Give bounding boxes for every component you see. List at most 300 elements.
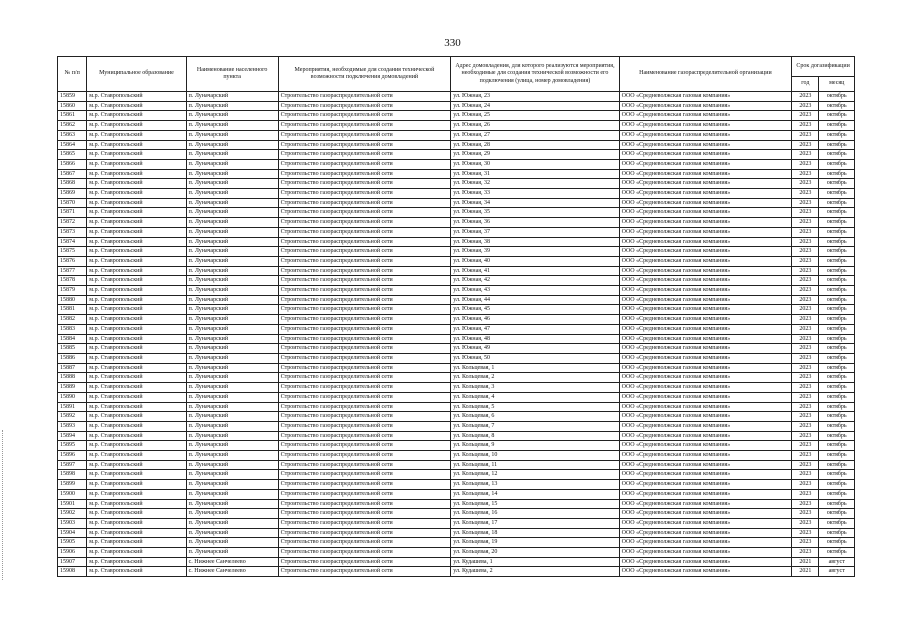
row-number: 15879 <box>58 286 87 296</box>
settlement-cell: п. Луначарский <box>186 256 278 266</box>
company-cell: ООО «Средневолжская газовая компания» <box>619 373 792 383</box>
month-cell: октябрь <box>819 121 855 131</box>
measures-cell: Строительство газораспределительной сети <box>278 247 451 257</box>
settlement-cell: п. Луначарский <box>186 218 278 228</box>
month-cell: август <box>819 567 855 577</box>
month-cell: октябрь <box>819 92 855 102</box>
row-number: 15885 <box>58 344 87 354</box>
table-row <box>58 295 855 305</box>
measures-cell: Строительство газораспределительной сети <box>278 489 451 499</box>
row-number: 15888 <box>58 373 87 383</box>
year-cell: 2023 <box>792 218 819 228</box>
row-number: 15874 <box>58 237 87 247</box>
year-cell: 2023 <box>792 121 819 131</box>
row-number: 15895 <box>58 441 87 451</box>
month-cell: октябрь <box>819 198 855 208</box>
table-row <box>58 247 855 257</box>
table-row <box>58 169 855 179</box>
company-cell: ООО «Средневолжская газовая компания» <box>619 431 792 441</box>
address-cell: ул. Южная, 29 <box>451 150 619 160</box>
measures-cell: Строительство газораспределительной сети <box>278 499 451 509</box>
month-cell: октябрь <box>819 373 855 383</box>
month-cell: август <box>819 557 855 567</box>
year-cell: 2023 <box>792 227 819 237</box>
year-cell: 2023 <box>792 431 819 441</box>
company-cell: ООО «Средневолжская газовая компания» <box>619 256 792 266</box>
table-row <box>58 218 855 228</box>
settlement-cell: п. Луначарский <box>186 150 278 160</box>
row-number: 15869 <box>58 189 87 199</box>
company-cell: ООО «Средневолжская газовая компания» <box>619 412 792 422</box>
measures-cell: Строительство газораспределительной сети <box>278 402 451 412</box>
address-cell: ул. Южная, 39 <box>451 247 619 257</box>
company-cell: ООО «Средневолжская газовая компания» <box>619 402 792 412</box>
address-cell: ул. Южная, 42 <box>451 276 619 286</box>
measures-cell: Строительство газораспределительной сети <box>278 121 451 131</box>
settlement-cell: п. Луначарский <box>186 295 278 305</box>
table-row <box>58 567 855 577</box>
company-cell: ООО «Средневолжская газовая компания» <box>619 198 792 208</box>
measures-cell: Строительство газораспределительной сети <box>278 383 451 393</box>
table-row <box>58 344 855 354</box>
col-header-deadline: Срок догазификации <box>792 57 855 77</box>
col-header-address: Адрес домовладения, для которого реализуются мероприятия, необходимые для создания технической возможности его подключения (улица, номер домовладения) <box>451 57 619 92</box>
settlement-cell: п. Луначарский <box>186 518 278 528</box>
municipality-cell: м.р. Ставропольский <box>87 557 186 567</box>
year-cell: 2023 <box>792 111 819 121</box>
table-row <box>58 460 855 470</box>
settlement-cell: п. Луначарский <box>186 363 278 373</box>
month-cell: октябрь <box>819 480 855 490</box>
settlement-cell: п. Луначарский <box>186 315 278 325</box>
address-cell: ул. Южная, 28 <box>451 140 619 150</box>
address-cell: ул. Южная, 47 <box>451 324 619 334</box>
municipality-cell: м.р. Ставропольский <box>87 518 186 528</box>
address-cell: ул. Кольцевая, 16 <box>451 509 619 519</box>
year-cell: 2023 <box>792 460 819 470</box>
company-cell: ООО «Средневолжская газовая компания» <box>619 305 792 315</box>
year-cell: 2023 <box>792 286 819 296</box>
municipality-cell: м.р. Ставропольский <box>87 208 186 218</box>
company-cell: ООО «Средневолжская газовая компания» <box>619 150 792 160</box>
settlement-cell: п. Луначарский <box>186 121 278 131</box>
month-cell: октябрь <box>819 383 855 393</box>
month-cell: октябрь <box>819 518 855 528</box>
measures-cell: Строительство газораспределительной сети <box>278 480 451 490</box>
address-cell: ул. Кольцевая, 9 <box>451 441 619 451</box>
address-cell: ул. Кольцевая, 17 <box>451 518 619 528</box>
month-cell: октябрь <box>819 538 855 548</box>
address-cell: ул. Кольцевая, 13 <box>451 480 619 490</box>
year-cell: 2023 <box>792 315 819 325</box>
settlement-cell: п. Луначарский <box>186 198 278 208</box>
measures-cell: Строительство газораспределительной сети <box>278 344 451 354</box>
municipality-cell: м.р. Ставропольский <box>87 266 186 276</box>
month-cell: октябрь <box>819 179 855 189</box>
table-row <box>58 286 855 296</box>
col-header-municipality: Муниципальное образование <box>87 57 186 92</box>
company-cell: ООО «Средневолжская газовая компания» <box>619 489 792 499</box>
year-cell: 2023 <box>792 256 819 266</box>
table-row <box>58 150 855 160</box>
company-cell: ООО «Средневолжская газовая компания» <box>619 169 792 179</box>
row-number: 15884 <box>58 334 87 344</box>
table-row <box>58 470 855 480</box>
municipality-cell: м.р. Ставропольский <box>87 363 186 373</box>
row-number: 15865 <box>58 150 87 160</box>
row-number: 15906 <box>58 548 87 558</box>
table-row <box>58 101 855 111</box>
municipality-cell: м.р. Ставропольский <box>87 121 186 131</box>
address-cell: ул. Кольцевая, 7 <box>451 421 619 431</box>
municipality-cell: м.р. Ставропольский <box>87 237 186 247</box>
settlement-cell: п. Луначарский <box>186 402 278 412</box>
year-cell: 2023 <box>792 392 819 402</box>
settlement-cell: п. Луначарский <box>186 101 278 111</box>
municipality-cell: м.р. Ставропольский <box>87 421 186 431</box>
settlement-cell: п. Луначарский <box>186 451 278 461</box>
measures-cell: Строительство газораспределительной сети <box>278 363 451 373</box>
measures-cell: Строительство газораспределительной сети <box>278 470 451 480</box>
year-cell: 2023 <box>792 373 819 383</box>
address-cell: ул. Южная, 45 <box>451 305 619 315</box>
company-cell: ООО «Средневолжская газовая компания» <box>619 421 792 431</box>
month-cell: октябрь <box>819 421 855 431</box>
row-number: 15908 <box>58 567 87 577</box>
municipality-cell: м.р. Ставропольский <box>87 353 186 363</box>
settlement-cell: п. Луначарский <box>186 159 278 169</box>
settlement-cell: п. Луначарский <box>186 509 278 519</box>
year-cell: 2023 <box>792 189 819 199</box>
year-cell: 2023 <box>792 441 819 451</box>
company-cell: ООО «Средневолжская газовая компания» <box>619 140 792 150</box>
year-cell: 2023 <box>792 334 819 344</box>
address-cell: ул. Южная, 30 <box>451 159 619 169</box>
row-number: 15887 <box>58 363 87 373</box>
month-cell: октябрь <box>819 451 855 461</box>
company-cell: ООО «Средневолжская газовая компания» <box>619 227 792 237</box>
measures-cell: Строительство газораспределительной сети <box>278 460 451 470</box>
company-cell: ООО «Средневолжская газовая компания» <box>619 334 792 344</box>
table-row <box>58 421 855 431</box>
address-cell: ул. Южная, 24 <box>451 101 619 111</box>
year-cell: 2023 <box>792 363 819 373</box>
company-cell: ООО «Средневолжская газовая компания» <box>619 266 792 276</box>
row-number: 15891 <box>58 402 87 412</box>
row-number: 15899 <box>58 480 87 490</box>
municipality-cell: м.р. Ставропольский <box>87 111 186 121</box>
measures-cell: Строительство газораспределительной сети <box>278 140 451 150</box>
municipality-cell: м.р. Ставропольский <box>87 383 186 393</box>
municipality-cell: м.р. Ставропольский <box>87 276 186 286</box>
table-row <box>58 431 855 441</box>
table-row <box>58 489 855 499</box>
municipality-cell: м.р. Ставропольский <box>87 480 186 490</box>
measures-cell: Строительство газораспределительной сети <box>278 451 451 461</box>
table-row <box>58 198 855 208</box>
address-cell: ул. Кольцевая, 19 <box>451 538 619 548</box>
settlement-cell: п. Луначарский <box>186 179 278 189</box>
row-number: 15882 <box>58 315 87 325</box>
measures-cell: Строительство газораспределительной сети <box>278 179 451 189</box>
address-cell: ул. Кольцевая, 14 <box>451 489 619 499</box>
settlement-cell: п. Луначарский <box>186 373 278 383</box>
settlement-cell: п. Луначарский <box>186 392 278 402</box>
address-cell: ул. Кольцевая, 10 <box>451 451 619 461</box>
year-cell: 2023 <box>792 295 819 305</box>
address-cell: ул. Кольцевая, 15 <box>451 499 619 509</box>
month-cell: октябрь <box>819 130 855 140</box>
year-cell: 2023 <box>792 489 819 499</box>
month-cell: октябрь <box>819 324 855 334</box>
settlement-cell: п. Луначарский <box>186 431 278 441</box>
year-cell: 2023 <box>792 528 819 538</box>
municipality-cell: м.р. Ставропольский <box>87 460 186 470</box>
company-cell: ООО «Средневолжская газовая компания» <box>619 189 792 199</box>
month-cell: октябрь <box>819 111 855 121</box>
address-cell: ул. Южная, 33 <box>451 189 619 199</box>
year-cell: 2023 <box>792 353 819 363</box>
settlement-cell: с. Нижнее Санчелеево <box>186 567 278 577</box>
municipality-cell: м.р. Ставропольский <box>87 441 186 451</box>
table-row <box>58 305 855 315</box>
table-row <box>58 315 855 325</box>
address-cell: ул. Южная, 38 <box>451 237 619 247</box>
company-cell: ООО «Средневолжская газовая компания» <box>619 528 792 538</box>
company-cell: ООО «Средневолжская газовая компания» <box>619 324 792 334</box>
address-cell: ул. Южная, 49 <box>451 344 619 354</box>
row-number: 15864 <box>58 140 87 150</box>
month-cell: октябрь <box>819 208 855 218</box>
settlement-cell: п. Луначарский <box>186 421 278 431</box>
month-cell: октябрь <box>819 431 855 441</box>
row-number: 15898 <box>58 470 87 480</box>
settlement-cell: п. Луначарский <box>186 480 278 490</box>
month-cell: октябрь <box>819 159 855 169</box>
municipality-cell: м.р. Ставропольский <box>87 189 186 199</box>
company-cell: ООО «Средневолжская газовая компания» <box>619 92 792 102</box>
row-number: 15873 <box>58 227 87 237</box>
col-header-num: № п/п <box>58 57 87 92</box>
measures-cell: Строительство газораспределительной сети <box>278 286 451 296</box>
row-number: 15889 <box>58 383 87 393</box>
row-number: 15880 <box>58 295 87 305</box>
measures-cell: Строительство газораспределительной сети <box>278 431 451 441</box>
row-number: 15902 <box>58 509 87 519</box>
year-cell: 2023 <box>792 305 819 315</box>
company-cell: ООО «Средневолжская газовая компания» <box>619 557 792 567</box>
month-cell: октябрь <box>819 528 855 538</box>
col-header-company: Наименование газораспределительной организации <box>619 57 792 92</box>
company-cell: ООО «Средневолжская газовая компания» <box>619 441 792 451</box>
month-cell: октябрь <box>819 353 855 363</box>
table-row <box>58 509 855 519</box>
measures-cell: Строительство газораспределительной сети <box>278 237 451 247</box>
measures-cell: Строительство газораспределительной сети <box>278 548 451 558</box>
row-number: 15861 <box>58 111 87 121</box>
table-row <box>58 451 855 461</box>
measures-cell: Строительство газораспределительной сети <box>278 412 451 422</box>
month-cell: октябрь <box>819 189 855 199</box>
company-cell: ООО «Средневолжская газовая компания» <box>619 121 792 131</box>
municipality-cell: м.р. Ставропольский <box>87 538 186 548</box>
table-row <box>58 383 855 393</box>
table-row <box>58 412 855 422</box>
year-cell: 2023 <box>792 538 819 548</box>
municipality-cell: м.р. Ставропольский <box>87 227 186 237</box>
address-cell: ул. Кудашева, 2 <box>451 567 619 577</box>
measures-cell: Строительство газораспределительной сети <box>278 295 451 305</box>
row-number: 15901 <box>58 499 87 509</box>
settlement-cell: п. Луначарский <box>186 538 278 548</box>
company-cell: ООО «Средневолжская газовая компания» <box>619 101 792 111</box>
municipality-cell: м.р. Ставропольский <box>87 295 186 305</box>
year-cell: 2021 <box>792 567 819 577</box>
month-cell: октябрь <box>819 218 855 228</box>
month-cell: октябрь <box>819 460 855 470</box>
municipality-cell: м.р. Ставропольский <box>87 218 186 228</box>
year-cell: 2023 <box>792 480 819 490</box>
municipality-cell: м.р. Ставропольский <box>87 305 186 315</box>
municipality-cell: м.р. Ставропольский <box>87 451 186 461</box>
month-cell: октябрь <box>819 441 855 451</box>
settlement-cell: п. Луначарский <box>186 227 278 237</box>
row-number: 15862 <box>58 121 87 131</box>
year-cell: 2023 <box>792 383 819 393</box>
company-cell: ООО «Средневолжская газовая компания» <box>619 344 792 354</box>
col-header-settlement: Наименование населенного пункта <box>186 57 278 92</box>
municipality-cell: м.р. Ставропольский <box>87 392 186 402</box>
year-cell: 2023 <box>792 159 819 169</box>
table-row <box>58 548 855 558</box>
year-cell: 2023 <box>792 266 819 276</box>
municipality-cell: м.р. Ставропольский <box>87 373 186 383</box>
year-cell: 2023 <box>792 247 819 257</box>
month-cell: октябрь <box>819 169 855 179</box>
settlement-cell: п. Луначарский <box>186 276 278 286</box>
measures-cell: Строительство газораспределительной сети <box>278 111 451 121</box>
address-cell: ул. Южная, 32 <box>451 179 619 189</box>
municipality-cell: м.р. Ставропольский <box>87 150 186 160</box>
settlement-cell: п. Луначарский <box>186 489 278 499</box>
row-number: 15897 <box>58 460 87 470</box>
measures-cell: Строительство газораспределительной сети <box>278 373 451 383</box>
col-header-month: месяц <box>819 77 855 92</box>
year-cell: 2023 <box>792 130 819 140</box>
month-cell: октябрь <box>819 286 855 296</box>
company-cell: ООО «Средневолжская газовая компания» <box>619 518 792 528</box>
row-number: 15866 <box>58 159 87 169</box>
company-cell: ООО «Средневолжская газовая компания» <box>619 460 792 470</box>
month-cell: октябрь <box>819 101 855 111</box>
year-cell: 2023 <box>792 518 819 528</box>
year-cell: 2023 <box>792 451 819 461</box>
municipality-cell: м.р. Ставропольский <box>87 402 186 412</box>
measures-cell: Строительство газораспределительной сети <box>278 528 451 538</box>
municipality-cell: м.р. Ставропольский <box>87 431 186 441</box>
month-cell: октябрь <box>819 227 855 237</box>
company-cell: ООО «Средневолжская газовая компания» <box>619 130 792 140</box>
row-number: 15892 <box>58 412 87 422</box>
measures-cell: Строительство газораспределительной сети <box>278 441 451 451</box>
table-row <box>58 130 855 140</box>
settlement-cell: п. Луначарский <box>186 130 278 140</box>
row-number: 15893 <box>58 421 87 431</box>
address-cell: ул. Кольцевая, 12 <box>451 470 619 480</box>
measures-cell: Строительство газораспределительной сети <box>278 198 451 208</box>
settlement-cell: п. Луначарский <box>186 247 278 257</box>
municipality-cell: м.р. Ставропольский <box>87 101 186 111</box>
settlement-cell: п. Луначарский <box>186 499 278 509</box>
row-number: 15904 <box>58 528 87 538</box>
settlement-cell: п. Луначарский <box>186 305 278 315</box>
table-row <box>58 480 855 490</box>
company-cell: ООО «Средневолжская газовая компания» <box>619 286 792 296</box>
measures-cell: Строительство газораспределительной сети <box>278 567 451 577</box>
address-cell: ул. Кольцевая, 20 <box>451 548 619 558</box>
company-cell: ООО «Средневолжская газовая компания» <box>619 247 792 257</box>
company-cell: ООО «Средневолжская газовая компания» <box>619 315 792 325</box>
month-cell: октябрь <box>819 470 855 480</box>
month-cell: октябрь <box>819 489 855 499</box>
municipality-cell: м.р. Ставропольский <box>87 130 186 140</box>
table-row <box>58 528 855 538</box>
year-cell: 2023 <box>792 150 819 160</box>
municipality-cell: м.р. Ставропольский <box>87 247 186 257</box>
address-cell: ул. Кольцевая, 18 <box>451 528 619 538</box>
month-cell: октябрь <box>819 412 855 422</box>
settlement-cell: п. Луначарский <box>186 441 278 451</box>
row-number: 15875 <box>58 247 87 257</box>
company-cell: ООО «Средневолжская газовая компания» <box>619 237 792 247</box>
row-number: 15868 <box>58 179 87 189</box>
month-cell: октябрь <box>819 315 855 325</box>
settlement-cell: п. Луначарский <box>186 169 278 179</box>
table-row <box>58 111 855 121</box>
table-row <box>58 227 855 237</box>
company-cell: ООО «Средневолжская газовая компания» <box>619 179 792 189</box>
measures-cell: Строительство газораспределительной сети <box>278 315 451 325</box>
measures-cell: Строительство газораспределительной сети <box>278 150 451 160</box>
company-cell: ООО «Средневолжская газовая компания» <box>619 383 792 393</box>
year-cell: 2023 <box>792 179 819 189</box>
address-cell: ул. Кольцевая, 4 <box>451 392 619 402</box>
row-number: 15886 <box>58 353 87 363</box>
measures-cell: Строительство газораспределительной сети <box>278 101 451 111</box>
row-number: 15890 <box>58 392 87 402</box>
municipality-cell: м.р. Ставропольский <box>87 256 186 266</box>
settlement-cell: п. Луначарский <box>186 548 278 558</box>
row-number: 15903 <box>58 518 87 528</box>
month-cell: октябрь <box>819 499 855 509</box>
settlement-cell: п. Луначарский <box>186 140 278 150</box>
table-row <box>58 499 855 509</box>
settlement-cell: п. Луначарский <box>186 208 278 218</box>
table-row <box>58 256 855 266</box>
measures-cell: Строительство газораспределительной сети <box>278 227 451 237</box>
table-row <box>58 402 855 412</box>
municipality-cell: м.р. Ставропольский <box>87 324 186 334</box>
month-cell: октябрь <box>819 140 855 150</box>
row-number: 15896 <box>58 451 87 461</box>
year-cell: 2023 <box>792 92 819 102</box>
settlement-cell: п. Луначарский <box>186 237 278 247</box>
month-cell: октябрь <box>819 266 855 276</box>
address-cell: ул. Южная, 44 <box>451 295 619 305</box>
year-cell: 2023 <box>792 101 819 111</box>
table-row <box>58 276 855 286</box>
row-number: 15859 <box>58 92 87 102</box>
